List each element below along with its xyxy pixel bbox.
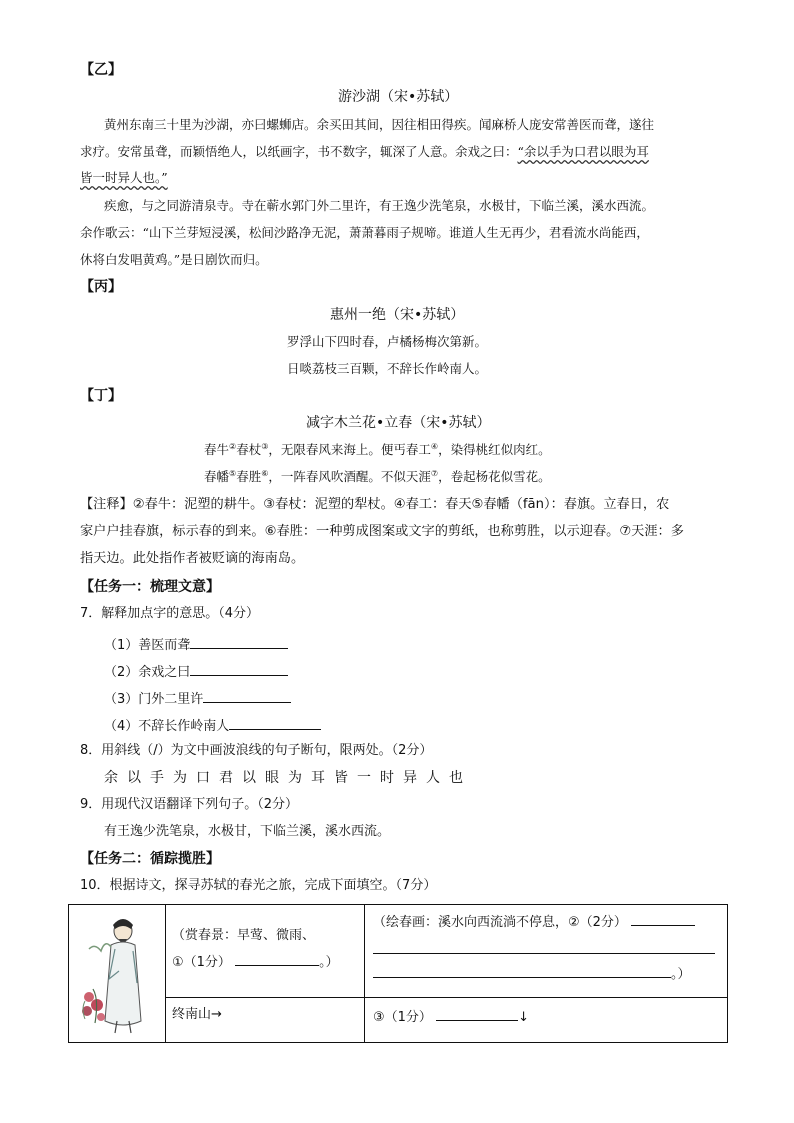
notes-line-1: 【注释】②春牛：泥塑的耕牛。③春杖：泥塑的犁杖。④春工：春天⑤春幡（fān）：春旗。立春日，农 <box>80 497 670 512</box>
cell-answer-3 <box>365 998 728 1043</box>
cell-a-text: ①（1分） <box>172 955 231 970</box>
q7-item-text: （2）余戏之曰 <box>104 665 191 680</box>
answer-blank-2[interactable] <box>631 911 695 926</box>
q7-item-text: （1）善医而聋 <box>104 638 191 653</box>
cell-b-end: 。） <box>671 967 691 982</box>
bing-poem-line-1: 罗浮山下四时春，卢橘杨梅次第新。 <box>287 334 488 349</box>
note-marker: ⑦ <box>430 468 439 478</box>
task1-label: 【任务一：梳理文意】 <box>80 579 220 595</box>
wavy-sentence-part-1: “余以手为口君以眼为耳 <box>517 144 649 159</box>
cell-a-end: 。） <box>319 955 339 970</box>
cell-zhongnan-mountain <box>166 998 365 1043</box>
ding-text: 春幡 <box>204 469 230 484</box>
q8-sentence: 余以手为口君以眼为耳皆一时异人也 <box>104 770 472 786</box>
question-9: 9．用现代汉语翻译下列句子。（2分） <box>80 797 299 812</box>
title-hui-zhou-yi-jue: 惠州一绝（宋•苏轼） <box>330 307 465 323</box>
ding-text: 春牛 <box>204 442 230 457</box>
portrait-cell <box>69 905 166 1043</box>
answer-blank[interactable] <box>190 661 288 676</box>
notes-line-2: 家户户挂春旗，标示春的到来。⑥春胜：一种剪成图案或文字的剪纸，也称剪胜，以示迎春。⑦天涯：多 <box>80 524 684 539</box>
yi-paragraph-2-line-3: 休将白发唱黄鸡。”是日剧饮而归。 <box>80 252 268 267</box>
cell-a-line-2 <box>172 951 339 972</box>
cell-a-line-1: （赏春景：早莺、微雨、 <box>172 928 316 943</box>
task2-label: 【任务二：循踪揽胜】 <box>80 851 220 867</box>
answer-blank-1[interactable] <box>235 951 319 966</box>
ding-poem-line-2 <box>204 468 551 486</box>
yi-paragraph-1-line-3 <box>80 169 168 187</box>
wavy-sentence-part-2: 皆一时异人也。” <box>80 170 168 185</box>
q7-item-text: （4）不辞长作岭南人 <box>104 719 230 734</box>
ding-text: ，无限春风来海上。便丐春工 <box>268 442 431 457</box>
yi-paragraph-1-line-1: 黄州东南三十里为沙湖，亦曰螺蛳店。余买田其间，因往相田得疾。闻麻桥人庞安常善医而聋，遂往 <box>104 117 655 132</box>
ding-text: 春杖 <box>236 442 262 457</box>
question-10-table <box>68 904 728 1043</box>
q7-item-3 <box>104 688 291 709</box>
notes-line-3: 指天边。此处指作者被贬谪的海南岛。 <box>80 551 305 566</box>
cell-d-line <box>373 1006 529 1027</box>
answer-blank[interactable] <box>190 634 288 649</box>
answer-blank[interactable] <box>229 715 321 730</box>
answer-blank-3[interactable] <box>436 1006 518 1021</box>
answer-line-2b[interactable] <box>373 953 715 954</box>
section-label-ding: 【丁】 <box>80 388 122 404</box>
note-marker: ② <box>229 441 237 451</box>
bing-poem-line-2: 日啖荔枝三百颗，不辞长作岭南人。 <box>287 361 488 376</box>
yi-paragraph-1-line-2 <box>80 143 649 161</box>
cell-appreciate-scenery <box>166 905 365 998</box>
note-marker: ④ <box>430 441 439 451</box>
question-7: 7．解释加点字的意思。（4分） <box>80 606 260 621</box>
section-label-yi: 【乙】 <box>80 62 122 78</box>
ding-text: ，卷起杨花似雪花。 <box>438 469 551 484</box>
note-marker: ③ <box>261 441 269 451</box>
note-marker: ⑥ <box>261 468 269 478</box>
question-8: 8．用斜线（/）为文中画波浪线的句子断句，限两处。（2分） <box>80 743 433 758</box>
cell-b-line-1 <box>373 911 695 932</box>
answer-line-2c[interactable] <box>373 963 671 978</box>
q9-sentence: 有王逸少洗笔泉，水极甘，下临兰溪，溪水西流。 <box>104 824 391 839</box>
q7-item-4 <box>104 715 321 736</box>
title-you-sha-hu: 游沙湖（宋•苏轼） <box>338 89 459 105</box>
q7-item-text: （3）门外二里许 <box>104 692 204 707</box>
answer-blank[interactable] <box>203 688 291 703</box>
note-marker: ⑤ <box>229 468 237 478</box>
cell-paint-spring <box>365 905 728 998</box>
q7-item-1 <box>104 634 288 655</box>
yi-text: 求疗。安常虽聋，而颖悟绝人，以纸画字，书不数字，辄深了人意。余戏之曰： <box>80 144 518 159</box>
yi-paragraph-2-line-1: 疾愈，与之同游清泉寺。寺在蕲水郭门外二里许，有王逸少洗笔泉，水极甘，下临兰溪，溪水西流。 <box>104 198 655 213</box>
cell-b-text: （绘春画：溪水向西流淌不停息，②（2分） <box>373 915 627 930</box>
su-shi-portrait-icon <box>75 909 165 1039</box>
cell-c-text: 终南山→ <box>172 1007 222 1022</box>
ding-text: ，染得桃红似肉红。 <box>438 442 551 457</box>
q7-item-2 <box>104 661 288 682</box>
question-10: 10．根据诗文，探寻苏轼的春光之旅，完成下面填空。（7分） <box>80 878 437 893</box>
cell-b-line-3 <box>373 963 691 984</box>
yi-paragraph-2-line-2: 余作歌云：“山下兰芽短浸溪，松间沙路净无泥，萧萧暮雨子规啼。谁道人生无再少，君看流水尚能西， <box>80 225 649 240</box>
su-shi-portrait <box>75 909 165 1039</box>
cell-d-text: ③（1分） <box>373 1010 432 1025</box>
ding-text: 春胜 <box>236 469 262 484</box>
ding-text: ，一阵春风吹酒醒。不似天涯 <box>268 469 431 484</box>
down-arrow-icon: ↓ <box>518 1010 529 1025</box>
section-label-bing: 【丙】 <box>80 279 122 295</box>
ding-poem-line-1 <box>204 441 551 459</box>
title-jian-zi-mu-lan-hua: 减字木兰花•立春（宋•苏轼） <box>306 415 491 431</box>
